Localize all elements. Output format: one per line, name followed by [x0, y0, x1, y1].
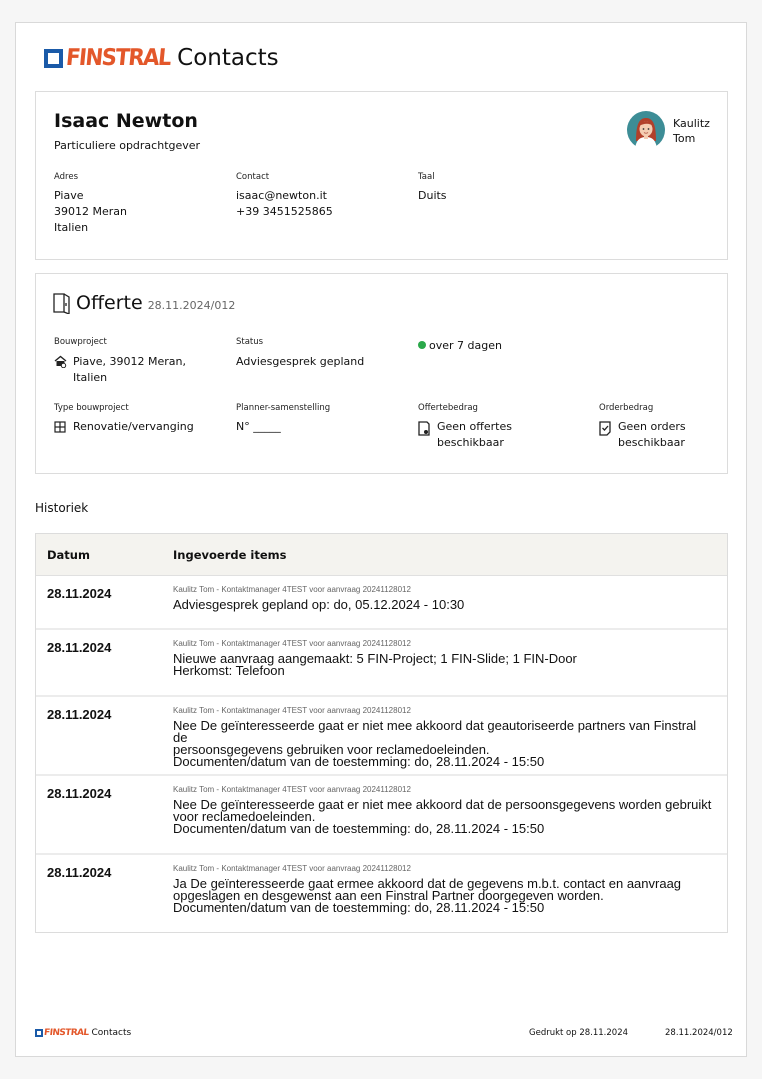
row-line: Documenten/datum van de toestemming: do, 28.11.2024 - 15:50 — [173, 754, 545, 769]
page-footer — [35, 1028, 733, 1040]
app-header — [44, 43, 279, 73]
table-row — [36, 695, 727, 774]
row-line: Documenten/datum van de toestemming: do, 28.11.2024 - 15:50 — [173, 821, 545, 836]
construction-site-icon — [54, 355, 67, 368]
language-label: Taal — [418, 172, 435, 182]
row-date: 28.11.2024 — [47, 640, 112, 655]
footer-logo — [35, 1028, 131, 1038]
planner-label: Planner-samenstelling — [236, 403, 331, 413]
order-document-icon — [599, 421, 611, 436]
row-date: 28.11.2024 — [47, 586, 112, 601]
brand-name: FINSTRAL — [64, 45, 172, 71]
offer-card — [35, 273, 728, 474]
table-row — [36, 628, 727, 695]
row-date: 28.11.2024 — [47, 865, 112, 880]
column-header-items: Ingevoerde items — [173, 548, 287, 562]
table-row — [36, 774, 727, 853]
avatar — [627, 111, 665, 149]
project-line: Piave, 39012 Meran, — [73, 355, 186, 368]
order-amount-value — [618, 419, 686, 451]
address-value — [54, 188, 127, 236]
offer-title: Offerte — [76, 292, 143, 314]
table-row — [36, 853, 727, 932]
printed-date: Gedrukt op 28.11.2024 — [529, 1028, 629, 1038]
project-address[interactable] — [73, 354, 186, 386]
email-link[interactable]: isaac@newton.it — [236, 189, 327, 202]
contact-value — [236, 188, 333, 220]
row-text — [173, 878, 713, 914]
order-amount-label: Orderbedrag — [599, 403, 654, 413]
offer-amount-value — [437, 419, 512, 451]
column-header-date: Datum — [47, 548, 90, 562]
footer-logo-mark — [35, 1029, 43, 1037]
offer-amount-label: Offertebedrag — [418, 403, 478, 413]
row-date: 28.11.2024 — [47, 786, 112, 801]
row-line: Documenten/datum van de toestemming: do, 28.11.2024 - 15:50 — [173, 900, 545, 915]
finstral-logo-mark — [44, 49, 63, 68]
document-page — [15, 22, 747, 1057]
project-line: Italien — [73, 371, 108, 384]
address-label: Adres — [54, 172, 79, 182]
footer-offer-number: 28.11.2024/012 — [665, 1028, 733, 1038]
project-type-label: Type bouwproject — [54, 403, 129, 413]
row-line: Ja De geïnteresseerde gaat ermee akkoord dat de gegevens m.b.t. contact en aanvraag — [173, 876, 682, 891]
row-meta: Kaulitz Tom - Kontaktmanager 4TEST voor aanvraag 20241128012 — [173, 706, 411, 715]
order-amount-line: beschikbaar — [618, 436, 685, 449]
project-label: Bouwproject — [54, 337, 107, 347]
due-text: over 7 dagen — [429, 339, 502, 352]
address-line: Piave — [54, 189, 84, 202]
status-value: Adviesgesprek gepland — [236, 355, 365, 368]
row-meta: Kaulitz Tom - Kontaktmanager 4TEST voor aanvraag 20241128012 — [173, 785, 411, 794]
row-text — [173, 799, 713, 835]
window-grid-icon — [54, 421, 66, 433]
row-meta: Kaulitz Tom - Kontaktmanager 4TEST voor aanvraag 20241128012 — [173, 639, 411, 648]
history-title: Historiek — [35, 501, 89, 515]
footer-brand: FINSTRAL — [43, 1028, 90, 1038]
footer-app: Contacts — [91, 1028, 132, 1038]
address-line: Italien — [54, 221, 89, 234]
row-line: Herkomst: Telefoon — [173, 663, 285, 678]
row-line: persoonsgegevens gebruiken voor reclamedoeleinden. — [173, 742, 490, 757]
status-label: Status — [236, 337, 264, 347]
row-date: 28.11.2024 — [47, 707, 112, 722]
offer-heading — [52, 292, 235, 314]
row-line: opgeslagen en desgewenst aan een Finstral Partner doorgegeven worden. — [173, 888, 604, 903]
status-dot-icon — [418, 341, 426, 349]
offer-amount-line: beschikbaar — [437, 436, 504, 449]
row-text — [173, 720, 713, 768]
row-line: Nee De geïnteresseerde gaat er niet mee akkoord dat geautoriseerde partners van Finstral de — [173, 718, 697, 745]
contact-manager — [673, 116, 710, 146]
row-line: Nee De geïnteresseerde gaat er niet mee akkoord dat de persoonsgegevens worden gebruikt — [173, 797, 712, 812]
window-icon — [52, 292, 72, 314]
language-value: Duits — [418, 189, 447, 202]
table-header — [36, 534, 727, 576]
client-card — [35, 91, 728, 260]
row-meta: Kaulitz Tom - Kontaktmanager 4TEST voor aanvraag 20241128012 — [173, 585, 411, 594]
address-line: 39012 Meran — [54, 205, 127, 218]
row-meta: Kaulitz Tom - Kontaktmanager 4TEST voor aanvraag 20241128012 — [173, 864, 411, 873]
row-line: voor reclamedoeleinden. — [173, 809, 316, 824]
row-text — [173, 599, 713, 611]
offer-document-icon — [418, 421, 430, 436]
due-indicator — [418, 338, 502, 354]
row-line: Adviesgesprek gepland op: do, 05.12.2024 - 10:30 — [173, 597, 465, 612]
history-table — [35, 533, 728, 933]
client-role: Particuliere opdrachtgever — [54, 139, 201, 152]
phone-link[interactable]: +39 3451525865 — [236, 205, 333, 218]
manager-last-name: Tom — [673, 132, 696, 145]
project-type-value: Renovatie/vervanging — [73, 420, 194, 433]
row-text — [173, 653, 713, 677]
manager-first-name: Kaulitz — [673, 117, 710, 130]
app-name: Contacts — [177, 45, 279, 71]
order-amount-line: Geen orders — [618, 420, 686, 433]
offer-amount-line: Geen offertes — [437, 420, 512, 433]
planner-value: N° _____ — [236, 420, 281, 433]
offer-number: 28.11.2024/012 — [147, 299, 236, 312]
contact-label: Contact — [236, 172, 270, 182]
row-line: Nieuwe aanvraag aangemaakt: 5 FIN-Project; 1 FIN-Slide; 1 FIN-Door — [173, 651, 577, 666]
client-name: Isaac Newton — [54, 110, 198, 132]
table-row — [36, 576, 727, 628]
